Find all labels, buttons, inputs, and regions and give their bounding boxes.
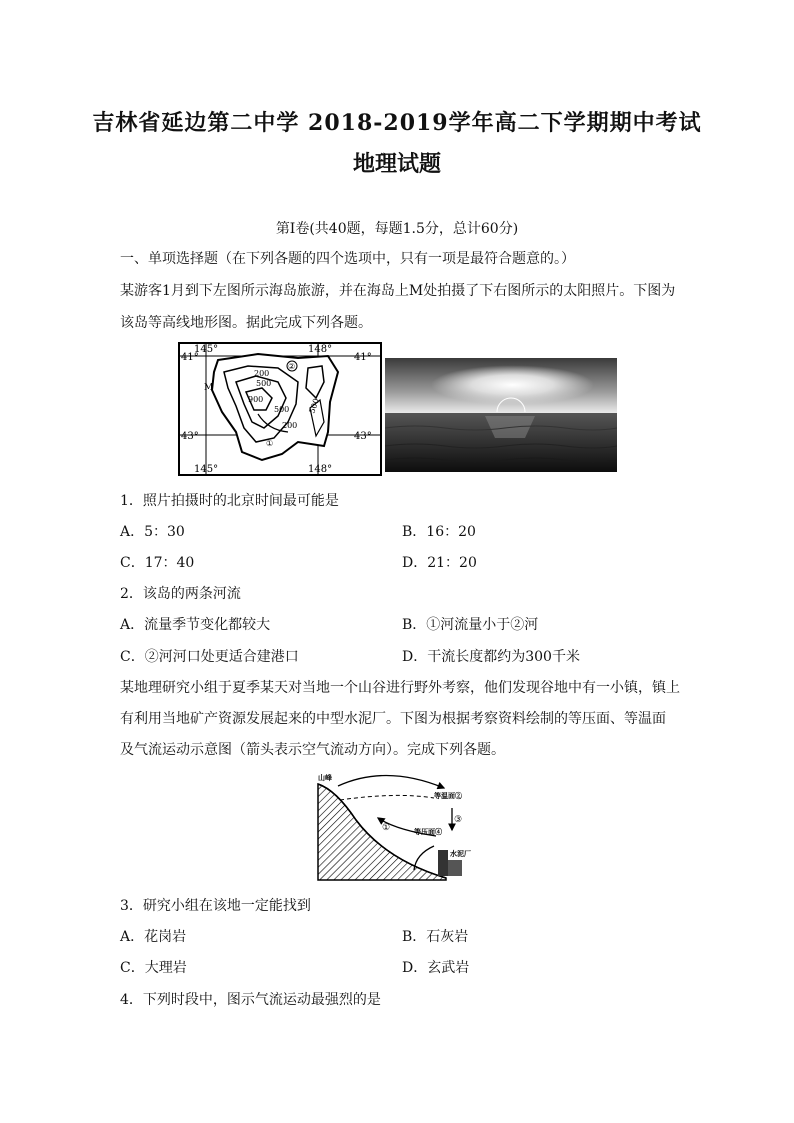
arrow-3-label: ③ bbox=[454, 815, 463, 825]
lon-label-left-top: 145° bbox=[194, 344, 219, 355]
contour-200-label: 200 bbox=[254, 369, 270, 378]
river-2-label: ② bbox=[288, 362, 296, 371]
question-3-option-b[interactable]: B．石灰岩 bbox=[402, 929, 469, 945]
island-contour-map bbox=[178, 342, 382, 476]
lat-label-left-top: 41° bbox=[181, 352, 199, 363]
question-3-stem: 3．研究小组在该地一定能找到 bbox=[120, 898, 311, 914]
valley-airflow-diagram bbox=[316, 770, 474, 882]
question-1-option-b[interactable]: B．16：20 bbox=[402, 524, 476, 540]
point-m-label: M bbox=[204, 383, 214, 393]
river-1-label: ① bbox=[266, 439, 274, 448]
passage2-line2: 有利用当地矿产资源发展起来的中型水泥厂。下图为根据考察资料绘制的等压面、等温面 bbox=[120, 711, 666, 727]
question-1-option-d[interactable]: D．21：20 bbox=[402, 555, 477, 571]
question-2-option-a[interactable]: A．流量季节变化都较大 bbox=[120, 617, 271, 633]
contour-200-label-b: 200 bbox=[282, 421, 298, 430]
passage2-line3: 及气流运动示意图（箭头表示空气流动方向）。完成下列各题。 bbox=[120, 742, 505, 758]
question-4-stem: 4．下列时段中，图示气流运动最强烈的是 bbox=[120, 992, 381, 1008]
question-2-stem: 2．该岛的两条河流 bbox=[120, 586, 241, 602]
question-1-stem: 1．照片拍摄时的北京时间最可能是 bbox=[120, 493, 339, 509]
cement-factory-label: 水泥厂 bbox=[450, 849, 471, 858]
passage2-line1: 某地理研究小组于夏季某天对当地一个山谷进行野外考察，他们发现谷地中有一小镇，镇上 bbox=[120, 680, 680, 696]
part-heading: 一、单项选择题（在下列各题的四个选项中，只有一项是最符合题意的。） bbox=[120, 251, 575, 267]
contour-500-label: 500 bbox=[256, 379, 272, 388]
question-3-option-c[interactable]: C．大理岩 bbox=[120, 960, 187, 976]
lon-label-right-top: 148° bbox=[308, 344, 333, 355]
lat-label-right-bottom: 43° bbox=[354, 431, 372, 442]
question-2-option-b[interactable]: B．①河流量小于②河 bbox=[402, 617, 539, 633]
page-title: 吉林省延边第二中学 2018-2019学年高二下学期期中考试 bbox=[92, 110, 702, 136]
question-2-option-d[interactable]: D．干流长度都约为300千米 bbox=[402, 649, 580, 665]
contour-500-label-c: 500 bbox=[307, 397, 322, 415]
question-1-option-a[interactable]: A．5：30 bbox=[120, 524, 185, 540]
question-1-option-c[interactable]: C．17：40 bbox=[120, 555, 195, 571]
passage1-line2: 该岛等高线地形图。据此完成下列各题。 bbox=[120, 315, 372, 331]
question-3-option-d[interactable]: D．玄武岩 bbox=[402, 960, 470, 976]
lat-label-right-top: 41° bbox=[354, 352, 372, 363]
lat-label-left-bottom: 43° bbox=[181, 431, 199, 442]
passage1-line1: 某游客1月到下左图所示海岛旅游，并在海岛上M处拍摄了下右图所示的太阳照片。下图为 bbox=[120, 283, 676, 299]
contour-500-label-b: 500 bbox=[274, 405, 290, 414]
contour-900-label: 900 bbox=[248, 395, 264, 404]
section-heading: 第Ⅰ卷(共40题，每题1.5分，总计60分) bbox=[275, 221, 519, 237]
question-3-option-a[interactable]: A．花岗岩 bbox=[120, 929, 187, 945]
sun-photo bbox=[385, 358, 617, 472]
isobaric-surface-label: 等压面④ bbox=[414, 827, 442, 836]
lon-label-right-bottom: 148° bbox=[308, 464, 333, 475]
question-2-option-c[interactable]: C．②河河口处更适合建港口 bbox=[120, 649, 299, 665]
mountain-peak-label: 山峰 bbox=[318, 773, 332, 782]
page-subtitle: 地理试题 bbox=[352, 151, 441, 177]
lon-label-left-bottom: 145° bbox=[194, 464, 219, 475]
isothermal-surface-label: 等温面② bbox=[434, 791, 462, 800]
arrow-1-label: ① bbox=[382, 823, 391, 833]
